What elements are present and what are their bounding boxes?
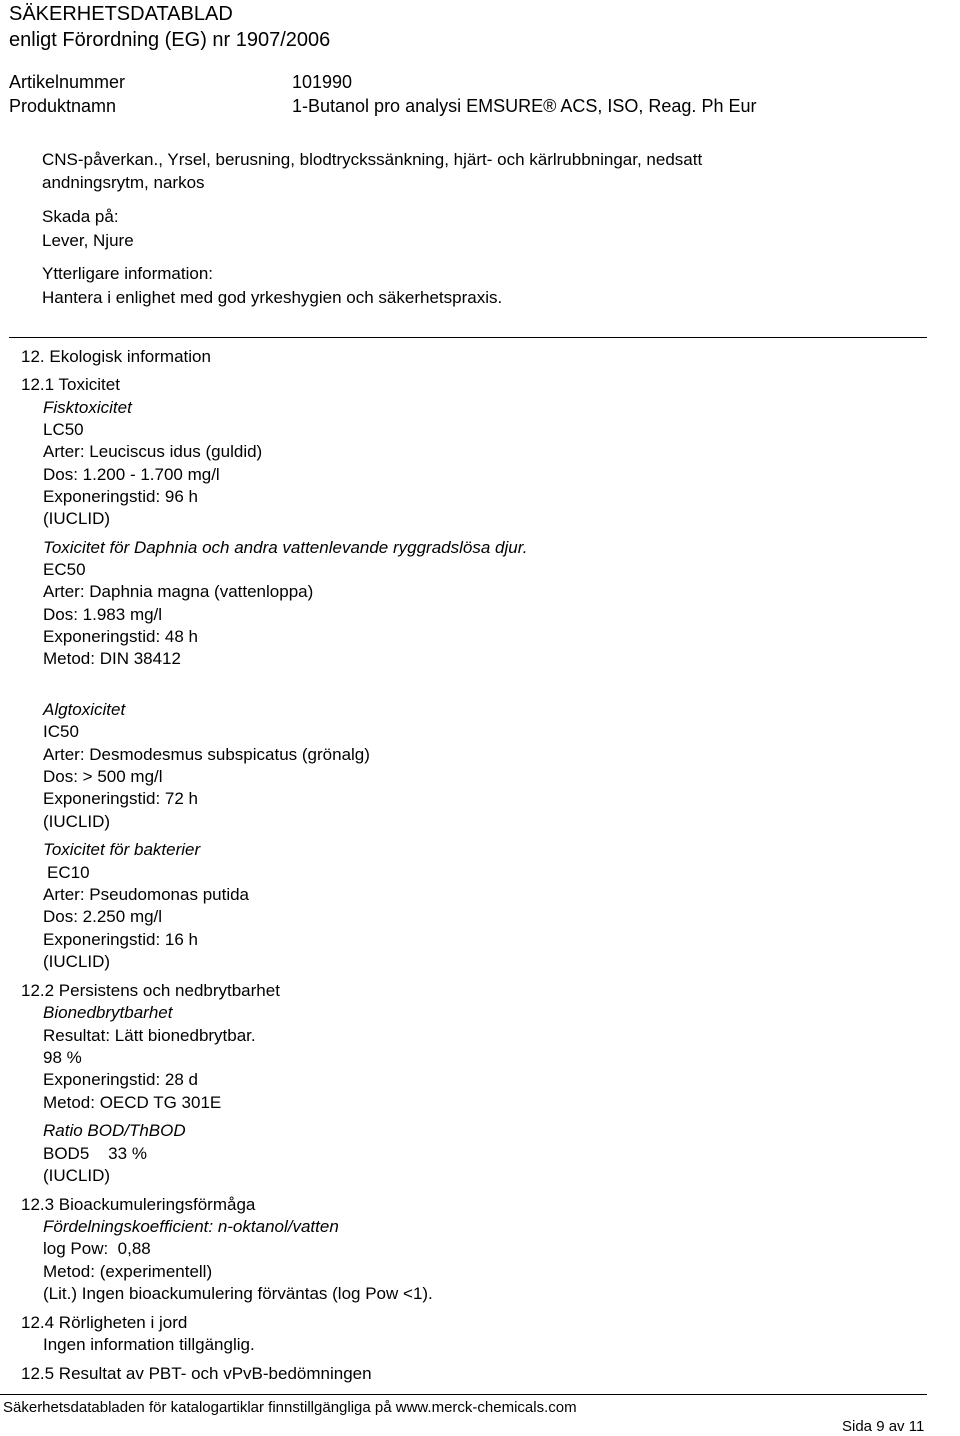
bacteria-metric: EC10 [47,863,90,882]
bod5-value: BOD5 33 % [43,1144,147,1163]
section-12-4-title: 12.4 Rörligheten i jord [21,1313,188,1332]
bacteria-source: (IUCLID) [43,952,111,971]
bod-ratio-label: Ratio BOD/ThBOD [43,1121,186,1140]
product-name-value: 1-Butanol pro analysi EMSURE® ACS, ISO, Reag. Ph Eur [292,96,757,116]
fish-source: (IUCLID) [43,509,111,528]
algae-exposure: Exponeringstid: 72 h [43,789,198,808]
biodegradability-label: Bionedbrytbarhet [43,1003,173,1022]
algae-toxicity-label: Algtoxicitet [43,700,126,719]
algae-species: Arter: Desmodesmus subspicatus (grönalg) [43,745,370,764]
damage-value: Lever, Njure [42,231,134,250]
section-12-2-title: 12.2 Persistens och nedbrytbarhet [21,981,280,1000]
section-divider [9,337,927,338]
algae-source: (IUCLID) [43,812,111,831]
further-info-value: Hantera i enlighet med god yrkeshygien och säkerhetspraxis. [42,288,503,307]
daphnia-method: Metod: DIN 38412 [43,649,181,668]
bacteria-dose: Dos: 2.250 mg/l [43,907,163,926]
regulation-text: enligt Förordning (EG) nr 1907/2006 [9,29,331,51]
document-title: SÄKERHETSDATABLAD [9,3,233,25]
footer-note: Säkerhetsdatabladen för katalogartiklar finnstillgängliga på www.merck-chemicals.com [3,1399,577,1416]
section-12-title: 12. Ekologisk information [21,347,211,366]
fish-metric: LC50 [43,420,84,439]
cns-effects-line-2: andningsrytm, narkos [42,173,205,192]
page-number: Sida 9 av 11 [842,1418,925,1435]
algae-metric: IC50 [43,722,79,741]
bod-source: (IUCLID) [43,1166,111,1185]
fish-species: Arter: Leuciscus idus (guldid) [43,442,263,461]
biodegradability-percent: 98 % [43,1048,82,1067]
daphnia-dose: Dos: 1.983 mg/l [43,605,163,624]
section-12-3-title: 12.3 Bioackumuleringsförmåga [21,1195,256,1214]
daphnia-species: Arter: Daphnia magna (vattenloppa) [43,582,314,601]
cns-effects-line-1: CNS-påverkan., Yrsel, berusning, blodtryckssänkning, hjärt- och kärlrubbningar, nedsatt [42,150,703,169]
bacteria-species: Arter: Pseudomonas putida [43,885,250,904]
bacteria-toxicity-label: Toxicitet för bakterier [43,840,201,859]
footer-divider [0,1394,927,1395]
daphnia-toxicity-label: Toxicitet för Daphnia och andra vattenlevande ryggradslösa djur. [43,538,528,557]
soil-mobility-text: Ingen information tillgänglig. [43,1335,255,1354]
section-12-5-title: 12.5 Resultat av PBT- och vPvB-bedömningen [21,1364,372,1383]
bioaccumulation-note: (Lit.) Ingen bioackumulering förväntas (log Pow <1). [43,1284,433,1303]
fish-toxicity-label: Fisktoxicitet [43,398,132,417]
article-number-value: 101990 [292,72,353,92]
partition-coefficient-label: Fördelningskoefficient: n-oktanol/vatten [43,1217,339,1236]
log-pow-value: log Pow: 0,88 [43,1239,151,1258]
bacteria-exposure: Exponeringstid: 16 h [43,930,198,949]
fish-exposure: Exponeringstid: 96 h [43,487,198,506]
fish-dose: Dos: 1.200 - 1.700 mg/l [43,465,220,484]
damage-label: Skada på: [42,207,119,226]
algae-dose: Dos: > 500 mg/l [43,767,163,786]
biodegradability-exposure: Exponeringstid: 28 d [43,1070,198,1089]
article-number-label: Artikelnummer [9,72,126,92]
daphnia-metric: EC50 [43,560,86,579]
section-12-1-title: 12.1 Toxicitet [21,375,120,394]
biodegradability-method: Metod: OECD TG 301E [43,1093,222,1112]
biodegradability-result: Resultat: Lätt bionedbrytbar. [43,1026,256,1045]
further-info-label: Ytterligare information: [42,264,214,283]
log-pow-method: Metod: (experimentell) [43,1262,213,1281]
product-name-label: Produktnamn [9,96,117,116]
daphnia-exposure: Exponeringstid: 48 h [43,627,198,646]
